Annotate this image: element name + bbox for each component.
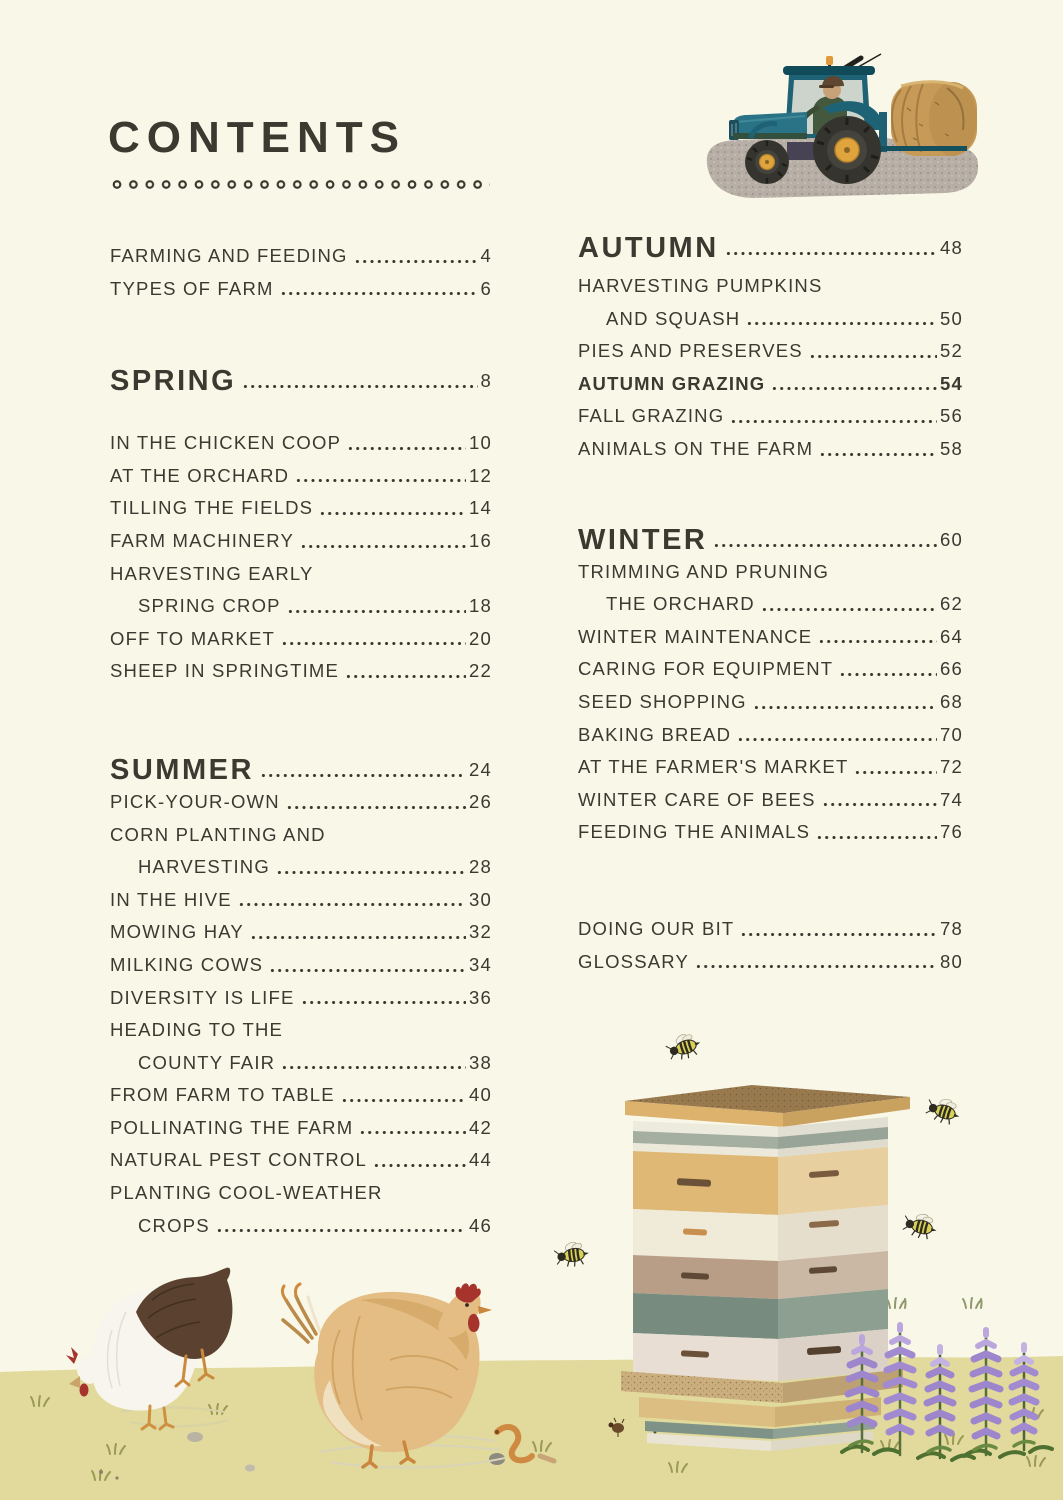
dotted-leader bbox=[296, 478, 466, 483]
toc-entry bbox=[578, 719, 963, 752]
dotted-leader bbox=[823, 802, 937, 807]
dotted-leader bbox=[731, 419, 937, 424]
toc-entry bbox=[578, 653, 963, 686]
toc-entry bbox=[578, 588, 963, 621]
dotted-leader bbox=[281, 291, 478, 296]
toc-entry bbox=[578, 686, 963, 719]
dotted-leader bbox=[855, 770, 937, 775]
section-page-number: 48 bbox=[940, 237, 963, 258]
toc-entry bbox=[578, 751, 963, 784]
toc-entry bbox=[110, 884, 492, 917]
toc-entry bbox=[110, 819, 492, 852]
dotted-leader bbox=[277, 870, 466, 875]
entry-label: TYPES OF FARM bbox=[110, 277, 274, 299]
toc-entry bbox=[578, 556, 963, 589]
entry-page-number: 72 bbox=[940, 756, 963, 778]
bee-icon bbox=[553, 1239, 590, 1269]
entry-page-number: 58 bbox=[940, 437, 963, 459]
dotted-leader bbox=[696, 964, 937, 969]
entry-label: TRIMMING AND PRUNING bbox=[578, 560, 830, 582]
entry-page-number: 66 bbox=[940, 658, 963, 680]
dotted-leader bbox=[346, 674, 466, 679]
entry-label: COUNTY FAIR bbox=[138, 1051, 276, 1073]
entry-label: PLANTING COOL-WEATHER bbox=[110, 1182, 383, 1204]
toc-entry bbox=[578, 621, 963, 654]
entry-page-number: 46 bbox=[469, 1214, 492, 1236]
entry-label: MILKING COWS bbox=[110, 953, 264, 975]
section-page-number: 60 bbox=[940, 528, 963, 550]
entry-page-number: 68 bbox=[940, 690, 963, 712]
toc-entry bbox=[578, 368, 963, 401]
toc-entry bbox=[110, 851, 492, 884]
entry-page-number: 30 bbox=[469, 888, 492, 910]
entry-label: GLOSSARY bbox=[578, 950, 690, 972]
page-title: CONTENTS bbox=[108, 113, 406, 162]
beacon-light bbox=[826, 56, 833, 65]
entry-label: FARM MACHINERY bbox=[110, 529, 295, 551]
entry-page-number: 44 bbox=[469, 1149, 492, 1171]
section-heading: SUMMER bbox=[110, 753, 254, 786]
toc-entry bbox=[578, 270, 963, 303]
entry-page-number: 26 bbox=[469, 790, 492, 812]
entry-label: FEEDING THE ANIMALS bbox=[578, 821, 811, 843]
entry-label: HARVESTING EARLY bbox=[110, 562, 314, 584]
toc-entry bbox=[110, 655, 492, 688]
toc-entry bbox=[110, 273, 492, 306]
section-heading: WINTER bbox=[578, 523, 708, 556]
entry-label: BAKING BREAD bbox=[578, 723, 732, 745]
entry-label: CARING FOR EQUIPMENT bbox=[578, 658, 834, 680]
entry-page-number: 74 bbox=[940, 788, 963, 810]
dotted-leader bbox=[772, 386, 937, 391]
entry-label: TILLING THE FIELDS bbox=[110, 497, 314, 519]
dotted-leader bbox=[243, 384, 477, 389]
toc-front-entries bbox=[110, 240, 492, 305]
toc-entry bbox=[110, 558, 492, 591]
dotted-leader bbox=[320, 511, 466, 516]
entry-page-number: 50 bbox=[940, 307, 963, 329]
entry-page-number: 4 bbox=[480, 245, 492, 266]
entry-label: SPRING CROP bbox=[138, 595, 281, 617]
section-page-number: 8 bbox=[480, 370, 492, 392]
entry-page-number: 36 bbox=[469, 986, 492, 1008]
entry-label: POLLINATING THE FARM bbox=[110, 1116, 354, 1138]
entry-page-number: 18 bbox=[469, 595, 492, 617]
toc-entry bbox=[110, 427, 492, 460]
entry-page-number: 14 bbox=[469, 497, 492, 519]
section-heading-row bbox=[110, 750, 492, 790]
bale-fork bbox=[881, 146, 967, 151]
entry-page-number: 16 bbox=[469, 529, 492, 551]
toc-section-autumn bbox=[578, 228, 963, 466]
toc-entry bbox=[110, 492, 492, 525]
hay-bale-icon bbox=[891, 82, 977, 156]
comb bbox=[66, 1347, 78, 1364]
section-heading-row bbox=[578, 520, 963, 560]
section-heading: SPRING bbox=[110, 365, 237, 398]
dotted-leader bbox=[287, 805, 466, 810]
entry-label: HARVESTING bbox=[138, 856, 270, 878]
section-heading-row bbox=[578, 228, 963, 268]
dotted-leader bbox=[817, 835, 937, 840]
toc-entry bbox=[110, 460, 492, 493]
entry-page-number: 10 bbox=[469, 432, 492, 454]
dotted-leader bbox=[820, 452, 937, 457]
toc-entry bbox=[110, 949, 492, 982]
entry-page-number: 12 bbox=[469, 464, 492, 486]
section-heading-row bbox=[110, 361, 492, 401]
section-page-number: 24 bbox=[469, 758, 492, 780]
entry-page-number: 70 bbox=[940, 723, 963, 745]
toc-entry bbox=[110, 240, 492, 273]
entry-page-number: 76 bbox=[940, 821, 963, 843]
entry-label: IN THE CHICKEN COOP bbox=[110, 432, 342, 454]
entry-label: DIVERSITY IS LIFE bbox=[110, 986, 295, 1008]
dotted-leader bbox=[762, 607, 937, 612]
dotted-leader bbox=[738, 737, 937, 742]
entry-page-number: 80 bbox=[940, 950, 963, 972]
entry-page-number: 38 bbox=[469, 1051, 492, 1073]
entry-label: CORN PLANTING AND bbox=[110, 823, 326, 845]
entry-page-number: 78 bbox=[940, 917, 963, 939]
section-heading: AUTUMN bbox=[578, 232, 719, 264]
entry-label: HEADING TO THE bbox=[110, 1019, 284, 1041]
entry-page-number: 64 bbox=[940, 625, 963, 647]
dotted-leader bbox=[747, 321, 937, 326]
dotted-leader bbox=[270, 968, 466, 973]
entry-label: PIES AND PRESERVES bbox=[578, 340, 803, 362]
toc-entry bbox=[578, 400, 963, 433]
entry-label: FARMING AND FEEDING bbox=[110, 245, 348, 266]
dotted-leader bbox=[355, 259, 478, 264]
toc-entry bbox=[110, 786, 492, 819]
entry-label: FROM FARM TO TABLE bbox=[110, 1084, 335, 1106]
dotted-leader bbox=[301, 544, 466, 549]
entry-page-number: 56 bbox=[940, 405, 963, 427]
toc-entry bbox=[110, 623, 492, 656]
bee-icon bbox=[663, 1029, 703, 1064]
entry-label: THE ORCHARD bbox=[606, 593, 755, 615]
entry-page-number: 22 bbox=[469, 660, 492, 682]
dotted-leader bbox=[754, 705, 937, 710]
entry-label: WINTER CARE OF BEES bbox=[578, 788, 816, 810]
wattle bbox=[80, 1384, 89, 1397]
toc-entry bbox=[578, 433, 963, 466]
entry-page-number: 54 bbox=[940, 372, 963, 394]
entry-label: WINTER MAINTENANCE bbox=[578, 625, 813, 647]
dotted-leader bbox=[282, 641, 466, 646]
entry-page-number: 52 bbox=[940, 340, 963, 362]
toc-entry bbox=[110, 916, 492, 949]
front-wheel bbox=[745, 140, 789, 184]
dotted-leader bbox=[819, 639, 937, 644]
toc-entry bbox=[110, 525, 492, 558]
entry-label: MOWING HAY bbox=[110, 921, 244, 943]
entry-label: DOING OUR BIT bbox=[578, 917, 735, 939]
entry-label: ANIMALS ON THE FARM bbox=[578, 437, 814, 459]
hen-eye bbox=[465, 1303, 469, 1307]
wattle bbox=[468, 1314, 479, 1332]
dotted-leader bbox=[741, 932, 937, 937]
entry-label: AT THE FARMER'S MARKET bbox=[578, 756, 849, 778]
dotted-leader bbox=[726, 251, 937, 256]
entry-label: AUTUMN GRAZING bbox=[578, 372, 766, 394]
entry-page-number: 6 bbox=[480, 277, 492, 299]
dotted-leader bbox=[288, 609, 466, 614]
toc-entry bbox=[110, 590, 492, 623]
entry-page-number: 34 bbox=[469, 953, 492, 975]
bee-icon bbox=[901, 1208, 940, 1241]
toc-entry bbox=[578, 335, 963, 368]
toc-section-spring bbox=[110, 361, 492, 688]
entry-label: IN THE HIVE bbox=[110, 888, 232, 910]
entry-label: SEED SHOPPING bbox=[578, 690, 747, 712]
entry-label: CROPS bbox=[138, 1214, 210, 1236]
dotted-leader bbox=[251, 935, 466, 940]
section-entries bbox=[578, 270, 963, 466]
entry-label: PICK-YOUR-OWN bbox=[110, 790, 280, 812]
dotted-leader bbox=[348, 446, 466, 451]
entry-label: SHEEP IN SPRINGTIME bbox=[110, 660, 340, 682]
entry-label: FALL GRAZING bbox=[578, 405, 725, 427]
entry-label: OFF TO MARKET bbox=[110, 627, 275, 649]
toc-back-entries bbox=[578, 913, 963, 978]
bee-icon bbox=[923, 1092, 963, 1127]
toc-entry bbox=[578, 913, 963, 946]
entry-page-number: 32 bbox=[469, 921, 492, 943]
entry-page-number: 42 bbox=[469, 1116, 492, 1138]
beak bbox=[478, 1306, 492, 1314]
section-entries bbox=[578, 556, 963, 849]
dotted-leader bbox=[810, 354, 937, 359]
rear-wheel bbox=[813, 116, 881, 184]
dotted-leader bbox=[714, 543, 937, 548]
title-dots-divider bbox=[112, 179, 490, 191]
entry-page-number: 28 bbox=[469, 856, 492, 878]
toc-section-winter bbox=[578, 520, 963, 849]
entry-label: AND SQUASH bbox=[606, 307, 741, 329]
toc-entry bbox=[578, 303, 963, 336]
entry-label: NATURAL PEST CONTROL bbox=[110, 1149, 368, 1171]
entry-page-number: 40 bbox=[469, 1084, 492, 1106]
section-entries bbox=[110, 427, 492, 688]
entry-label: AT THE ORCHARD bbox=[110, 464, 290, 486]
dotted-leader bbox=[261, 773, 466, 778]
tractor-illustration bbox=[695, 38, 990, 206]
toc-entry bbox=[578, 816, 963, 849]
farm-scene-illustration bbox=[0, 1000, 1063, 1500]
dotted-leader bbox=[840, 672, 937, 677]
entry-page-number: 20 bbox=[469, 627, 492, 649]
toc-right-column bbox=[578, 228, 963, 978]
dotted-leader bbox=[239, 902, 466, 907]
toc-entry bbox=[578, 946, 963, 979]
toc-entry bbox=[578, 784, 963, 817]
entry-page-number: 62 bbox=[940, 593, 963, 615]
entry-label: HARVESTING PUMPKINS bbox=[578, 275, 823, 296]
cab-roof bbox=[783, 66, 875, 75]
